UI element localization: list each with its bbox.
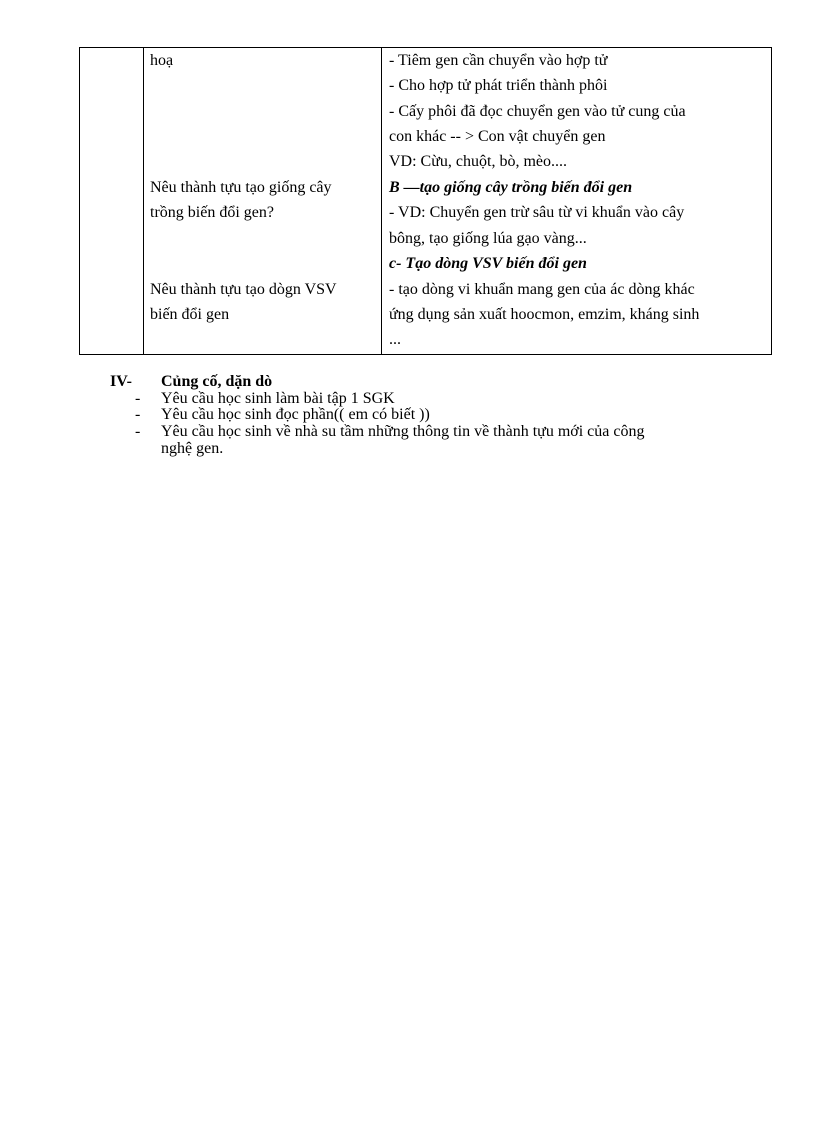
list-bullet: - bbox=[135, 423, 141, 440]
content-line: con khác -- > Con vật chuyển gen bbox=[389, 128, 606, 145]
content-line: ... bbox=[389, 331, 401, 348]
list-bullet: - bbox=[135, 406, 141, 423]
content-line: - Tiêm gen cần chuyển vào hợp tử bbox=[389, 52, 608, 69]
list-item: Yêu cầu học sinh đọc phần(( em có biết )) bbox=[161, 406, 430, 423]
list-bullet: - bbox=[135, 390, 141, 407]
section-title: Củng cố, dặn dò bbox=[161, 373, 273, 390]
list-item: Yêu cầu học sinh làm bài tập 1 SGK bbox=[161, 390, 395, 407]
content-line: bông, tạo giống lúa gạo vàng... bbox=[389, 230, 587, 247]
question-text: trồng biến đổi gen? bbox=[150, 204, 274, 221]
question-text: Nêu thành tựu tạo giống cây bbox=[150, 179, 332, 196]
content-heading: c- Tạo dòng VSV biến đổi gen bbox=[389, 255, 587, 272]
column-divider-2 bbox=[381, 48, 382, 354]
list-item-continuation: nghệ gen. bbox=[161, 440, 224, 457]
column-divider-1 bbox=[143, 48, 144, 354]
content-line: - Cho hợp tử phát triển thành phôi bbox=[389, 77, 608, 94]
content-heading: B —tạo giống cây trồng biến đổi gen bbox=[389, 179, 633, 196]
lesson-table bbox=[79, 47, 772, 355]
list-item: Yêu cầu học sinh về nhà su tầm những thông tin về thành tựu mới của công bbox=[161, 423, 645, 440]
content-line: - Cấy phôi đã đọc chuyển gen vào tử cung của bbox=[389, 103, 686, 120]
content-line: - tạo dòng vi khuẩn mang gen của ác dòng khác bbox=[389, 281, 695, 298]
content-line: ứng dụng sản xuất hoocmon, emzim, kháng sinh bbox=[389, 306, 700, 323]
question-text: hoạ bbox=[150, 52, 174, 69]
question-text: Nêu thành tựu tạo dògn VSV bbox=[150, 281, 337, 298]
question-text: biến đổi gen bbox=[150, 306, 230, 323]
content-line: VD: Cừu, chuột, bò, mèo.... bbox=[389, 153, 567, 170]
content-line: - VD: Chuyển gen trừ sâu từ vi khuẩn vào cây bbox=[389, 204, 685, 221]
section-number: IV- bbox=[110, 373, 132, 390]
